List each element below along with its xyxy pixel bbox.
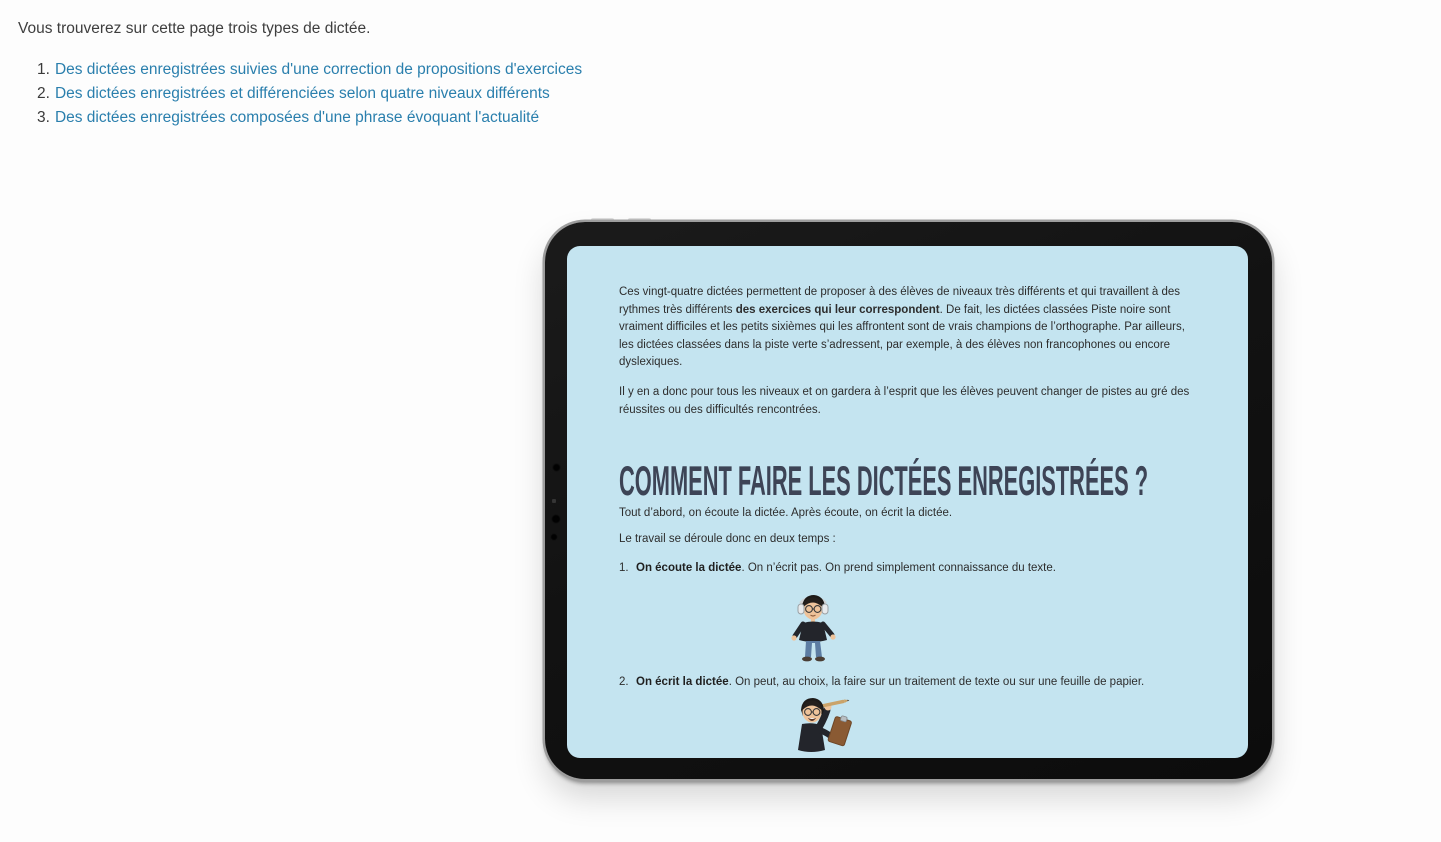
link-dictees-differenciees[interactable]: Des dictées enregistrées et différenciées selon quatre niveaux différents xyxy=(54,85,550,102)
section-heading: COMMENT FAIRE LES DICTÉES ENREGISTRÉES ? xyxy=(619,457,1149,505)
heading-subline: Tout d’abord, on écoute la dictée. Après écoute, on écrit la dictée. xyxy=(619,507,953,520)
step-listen xyxy=(619,560,1194,578)
paragraph-bold-text: des exercices qui leur correspondent xyxy=(735,303,940,316)
dictee-type-list xyxy=(37,61,582,133)
step-write xyxy=(619,674,1194,692)
tablet-bezel xyxy=(545,222,1272,779)
tablet-camera-dot xyxy=(550,533,558,541)
screen-content xyxy=(619,284,1194,756)
tablet-camera-dot xyxy=(552,463,561,472)
link-dictees-actualite[interactable]: Des dictées enregistrées composées d'une phrase évoquant l'actualité xyxy=(54,109,540,126)
step-text: On écrit la dictée. On peut, au choix, la faire sur un traitement de texte ou sur une feuille de papier. xyxy=(636,675,1145,688)
steps-intro: Le travail se déroule donc en deux temps : xyxy=(619,532,836,545)
tablet-screen xyxy=(567,246,1248,758)
avatar-writing-pencil-clipboard-icon xyxy=(771,694,859,756)
step-number: 1. xyxy=(619,562,629,575)
page-intro: Vous trouverez sur cette page trois types de dictée. xyxy=(18,20,371,37)
list-number: 1. xyxy=(37,61,50,78)
list-item xyxy=(37,109,582,133)
step-number: 2. xyxy=(619,675,629,688)
tablet-sensor-dot xyxy=(552,499,556,503)
tablet-mockup xyxy=(545,222,1272,779)
paragraph-all-levels: Il y en a donc pour tous les niveaux et on gardera à l’esprit que les élèves peuvent changer de pistes au gré des réussites ou des difficultés rencontrées. xyxy=(619,385,1190,416)
tablet-camera-dot xyxy=(551,514,561,524)
paragraph-text: . De fait, les dictées classées Piste noire sont vraiment difficiles et les petits sixièmes qui les affrontent sont de vrais champions de l’orthographe. Par ailleurs, les dictées classées dans la piste verte s’adressent, par exemple, à des élèves non francophones ou encore dyslexiques. xyxy=(619,303,1185,369)
list-number: 3. xyxy=(37,109,50,126)
paragraph-levels xyxy=(619,284,1194,372)
step-text: On écoute la dictée. On n’écrit pas. On prend simplement connaissance du texte. xyxy=(636,562,1056,575)
link-dictees-corrections[interactable]: Des dictées enregistrées suivies d'une correction de propositions d'exercices xyxy=(54,61,583,78)
list-number: 2. xyxy=(37,85,50,102)
avatar-listening-headphones-icon xyxy=(787,590,839,662)
paragraph-text: Ces vingt-quatre dictées permettent de proposer à des élèves de niveaux très différents et qui travaillent à des rythmes très différents xyxy=(619,286,1181,316)
list-item xyxy=(37,61,582,85)
list-item xyxy=(37,85,582,109)
